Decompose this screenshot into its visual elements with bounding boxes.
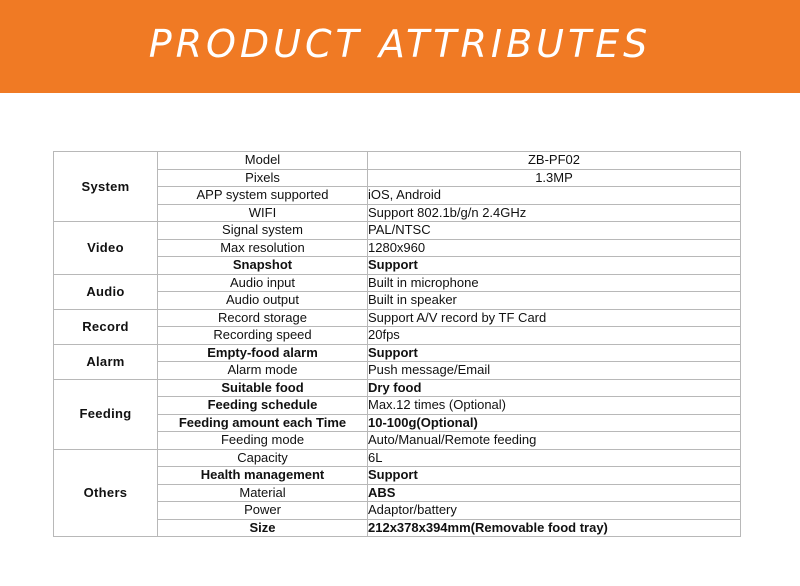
attr-name: Feeding schedule: [158, 397, 368, 415]
attr-name: Power: [158, 502, 368, 520]
attr-name: Model: [158, 152, 368, 170]
table-row: [54, 484, 741, 502]
attr-value: iOS, Android: [368, 187, 741, 205]
attr-value: ZB-PF02: [368, 152, 741, 170]
table-row: [54, 519, 741, 537]
category-feeding: Feeding: [54, 379, 158, 449]
attr-name: Feeding amount each Time: [158, 414, 368, 432]
attr-name: WIFI: [158, 204, 368, 222]
attr-name: Suitable food: [158, 379, 368, 397]
table-row: [54, 362, 741, 380]
attr-name: Audio output: [158, 292, 368, 310]
attr-name: Empty-food alarm: [158, 344, 368, 362]
attr-value: Support 802.1b/g/n 2.4GHz: [368, 204, 741, 222]
table-row: [54, 327, 741, 345]
attr-name: Max resolution: [158, 239, 368, 257]
category-record: Record: [54, 309, 158, 344]
table-row: [54, 449, 741, 467]
attr-value: Auto/Manual/Remote feeding: [368, 432, 741, 450]
attr-value: Built in speaker: [368, 292, 741, 310]
table-row: [54, 502, 741, 520]
attr-value: Dry food: [368, 379, 741, 397]
table-row: [54, 379, 741, 397]
attr-name: Health management: [158, 467, 368, 485]
attr-value: 20fps: [368, 327, 741, 345]
table-row: [54, 309, 741, 327]
attr-name: Size: [158, 519, 368, 537]
table-row: [54, 432, 741, 450]
category-audio: Audio: [54, 274, 158, 309]
table-row: [54, 292, 741, 310]
attr-name: Snapshot: [158, 257, 368, 275]
attr-value: PAL/NTSC: [368, 222, 741, 240]
category-alarm: Alarm: [54, 344, 158, 379]
attr-value: Support: [368, 467, 741, 485]
table-row: [54, 222, 741, 240]
attr-value: 10-100g(Optional): [368, 414, 741, 432]
table-row: [54, 344, 741, 362]
attr-name: Capacity: [158, 449, 368, 467]
category-system: System: [54, 152, 158, 222]
table-row: [54, 152, 741, 170]
attr-value: Support A/V record by TF Card: [368, 309, 741, 327]
category-video: Video: [54, 222, 158, 275]
attr-value: 1280x960: [368, 239, 741, 257]
table-row: [54, 187, 741, 205]
attr-name: Feeding mode: [158, 432, 368, 450]
attr-name: Material: [158, 484, 368, 502]
attr-value: ABS: [368, 484, 741, 502]
table-row: [54, 414, 741, 432]
attr-value: Support: [368, 257, 741, 275]
attr-name: Audio input: [158, 274, 368, 292]
attr-value: 1.3MP: [368, 169, 741, 187]
attr-name: Pixels: [158, 169, 368, 187]
attr-name: Signal system: [158, 222, 368, 240]
attr-value: Built in microphone: [368, 274, 741, 292]
table-row: [54, 467, 741, 485]
table-row: [54, 274, 741, 292]
attr-value: Push message/Email: [368, 362, 741, 380]
table-row: [54, 204, 741, 222]
attr-name: APP system supported: [158, 187, 368, 205]
table-row: [54, 239, 741, 257]
table-row: [54, 169, 741, 187]
attr-value: Support: [368, 344, 741, 362]
attr-value: Max.12 times (Optional): [368, 397, 741, 415]
attributes-table: [53, 151, 741, 537]
attr-name: Recording speed: [158, 327, 368, 345]
attr-name: Record storage: [158, 309, 368, 327]
page-title: PRODUCT ATTRIBUTES: [148, 22, 652, 66]
category-others: Others: [54, 449, 158, 537]
attr-value: Adaptor/battery: [368, 502, 741, 520]
attr-value: 212x378x394mm(Removable food tray): [368, 519, 741, 537]
table-row: [54, 397, 741, 415]
attr-value: 6L: [368, 449, 741, 467]
header-banner: [0, 0, 800, 93]
table-row: [54, 257, 741, 275]
attr-name: Alarm mode: [158, 362, 368, 380]
